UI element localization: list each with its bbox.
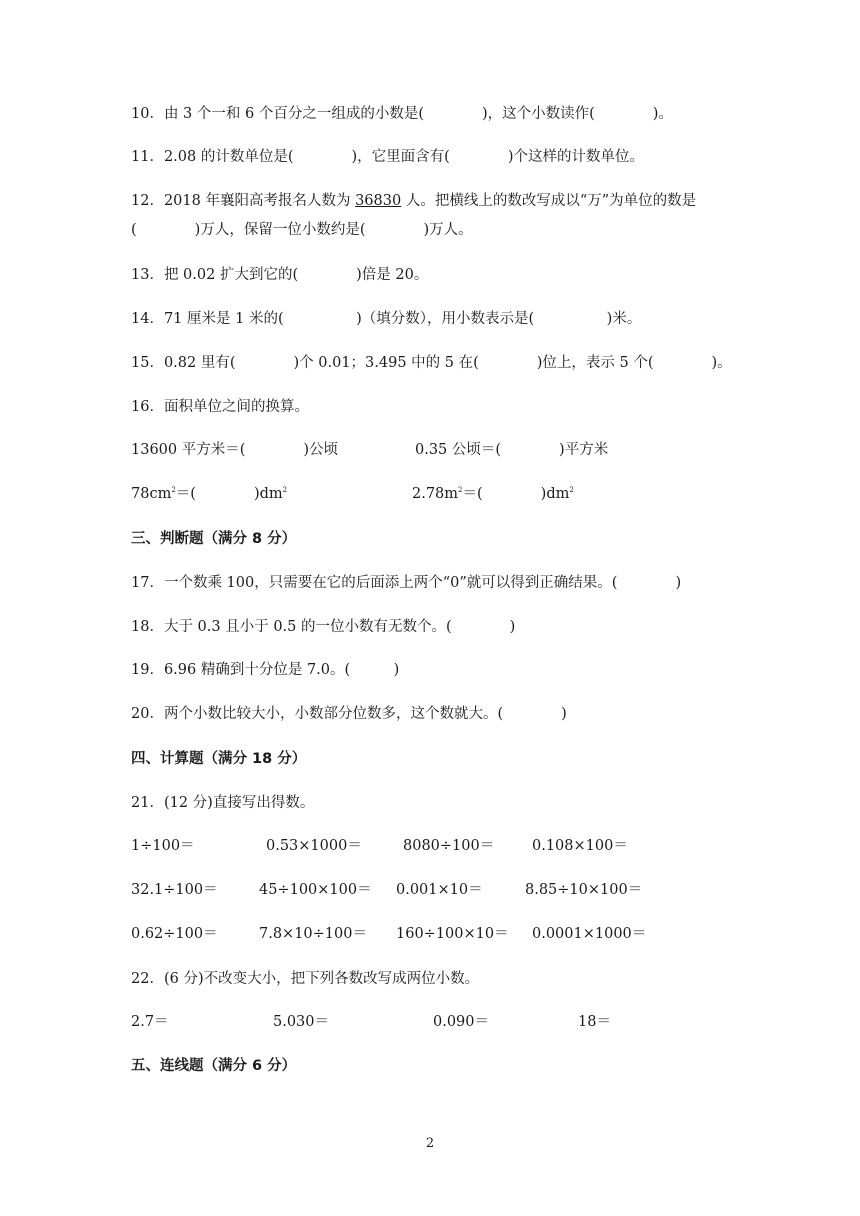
calc-item: 1÷100＝ [131,838,195,854]
question-18: 18．大于 0.3 且小于 0.5 的一位小数有无数个。( ) [131,619,516,635]
q16-item-b: 0.35 公顷＝( )平方米 [415,442,609,458]
calc-item: 0.0001×1000＝ [532,926,647,942]
page-number: 2 [425,1136,435,1151]
convert-item: 18＝ [578,1014,611,1030]
question-15: 15．0.82 里有( )个 0.01；3.495 中的 5 在( )位上，表示 5 个( )。 [131,355,732,371]
question-17: 17．一个数乘 100，只需要在它的后面添上两个“0”就可以得到正确结果。( ) [131,575,682,591]
calc-item: 32.1÷100＝ [131,882,218,898]
convert-item: 2.7＝ [131,1014,169,1030]
calc-item: 45÷100×100＝ [259,882,372,898]
q12-prefix: 12．2018 年襄阳高考报名人数为 [131,193,356,209]
q16-item-d: $2.78m^2=$( )$dm^2$ [412,486,574,502]
calc-item: 160÷100×10＝ [396,926,509,942]
q16-item-c: $78cm^2=$( )$dm^2$ [131,486,288,502]
question-16-title: 16．面积单位之间的换算。 [131,399,309,415]
question-21-title: 21．(12 分)直接写出得数。 [131,795,315,811]
calc-item: 0.53×1000＝ [266,838,362,854]
calc-item: 8.85÷10×100＝ [525,882,643,898]
question-11: 11．2.08 的计数单位是( )，它里面含有( )个这样的计数单位。 [131,149,644,165]
question-12-line1 [131,191,696,211]
question-10: 10．由 3 个一和 6 个百分之一组成的小数是( )，这个小数读作( )。 [131,106,673,122]
question-12-line2: ( )万人，保留一位小数约是( )万人。 [131,222,473,238]
calc-item: 8080÷100＝ [403,838,495,854]
question-13: 13．把 0.02 扩大到它的( )倍是 20。 [131,267,429,283]
section-3-heading: 三、判断题（满分 8 分） [131,531,297,547]
section-4-heading: 四、计算题（满分 18 分） [131,751,307,767]
question-20: 20．两个小数比较大小，小数部分位数多，这个数就大。( ) [131,706,567,722]
q12-underlined-number: 36830 [355,193,402,209]
question-14: 14．71 厘米是 1 米的( )（填分数），用小数表示是( )米。 [131,311,642,327]
calc-item: 0.62÷100＝ [131,926,218,942]
section-5-heading: 五、连线题（满分 6 分） [131,1058,297,1074]
calc-item: 7.8×10÷100＝ [259,926,367,942]
calc-item: 0.108×100＝ [532,838,628,854]
calc-item: 0.001×10＝ [396,882,483,898]
question-22-title: 22．(6 分)不改变大小，把下列各数改写成两位小数。 [131,971,480,987]
question-19: 19．6.96 精确到十分位是 7.0。( ) [131,662,400,678]
convert-item: 5.030＝ [273,1014,330,1030]
q12-suffix: 人。把横线上的数改写成以“万”为单位的数是 [401,193,697,209]
q16-item-a: 13600 平方米＝( )公顷 [131,442,339,458]
convert-item: 0.090＝ [433,1014,490,1030]
